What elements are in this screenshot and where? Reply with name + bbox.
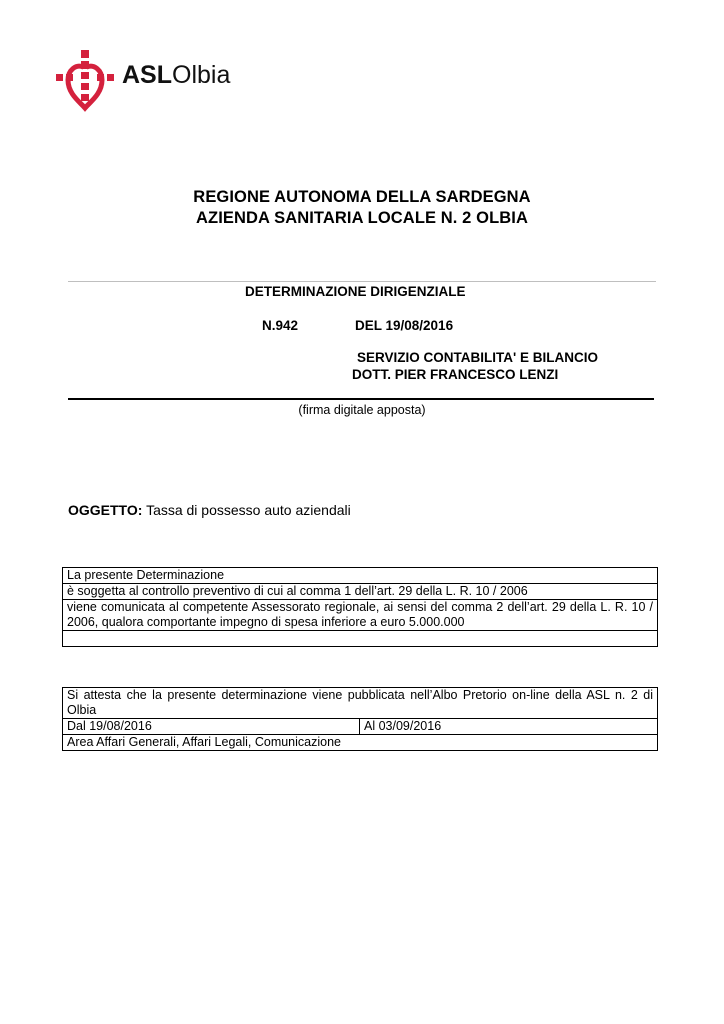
doc-number: N.942 — [262, 318, 299, 333]
doc-service: SERVIZIO CONTABILITA' E BILANCIO — [357, 350, 598, 365]
header-agency: AZIENDA SANITARIA LOCALE N. 2 OLBIA — [196, 209, 528, 227]
asl-heart-cross-icon — [54, 50, 116, 112]
publication-table — [62, 687, 658, 751]
subject-label: OGGETTO: — [68, 502, 143, 518]
signature-line — [68, 398, 654, 400]
control-row-preventive: è soggetta al controllo preventivo di cui al comma 1 dell’art. 29 della L. R. 10 / 2006 — [63, 584, 658, 600]
control-row-intro: La presente Determinazione — [63, 568, 658, 584]
divider-top — [68, 281, 656, 282]
header-region: REGIONE AUTONOMA DELLA SARDEGNA — [193, 188, 531, 206]
publication-area: Area Affari Generali, Affari Legali, Comunicazione — [63, 735, 658, 751]
doc-director: DOTT. PIER FRANCESCO LENZI — [352, 367, 559, 382]
control-row-communicated: viene comunicata al competente Assessorato regionale, ai sensi del comma 2 dell’art. 29 della L. R. 10 / 2006, qualora comportante impegno di spesa inferiore a euro 5.000.000 — [63, 600, 658, 631]
logo-wordmark — [122, 61, 230, 90]
publication-to: Al 03/09/2016 — [360, 719, 658, 735]
doc-type: DETERMINAZIONE DIRIGENZIALE — [245, 284, 466, 299]
subject-line — [68, 502, 351, 518]
doc-date: DEL 19/08/2016 — [355, 318, 454, 333]
publication-attest: Si attesta che la presente determinazione viene pubblicata nell’Albo Pretorio on-line della ASL n. 2 di Olbia — [63, 688, 658, 719]
control-table — [62, 567, 658, 647]
signature-note: (firma digitale apposta) — [298, 403, 426, 417]
logo-brand-bold: ASL — [122, 61, 172, 89]
control-row-empty — [63, 631, 658, 647]
logo-brand-rest: Olbia — [172, 61, 231, 89]
asl-olbia-logo — [54, 50, 234, 112]
subject-text: Tassa di possesso auto aziendali — [146, 502, 351, 518]
publication-from: Dal 19/08/2016 — [63, 719, 360, 735]
